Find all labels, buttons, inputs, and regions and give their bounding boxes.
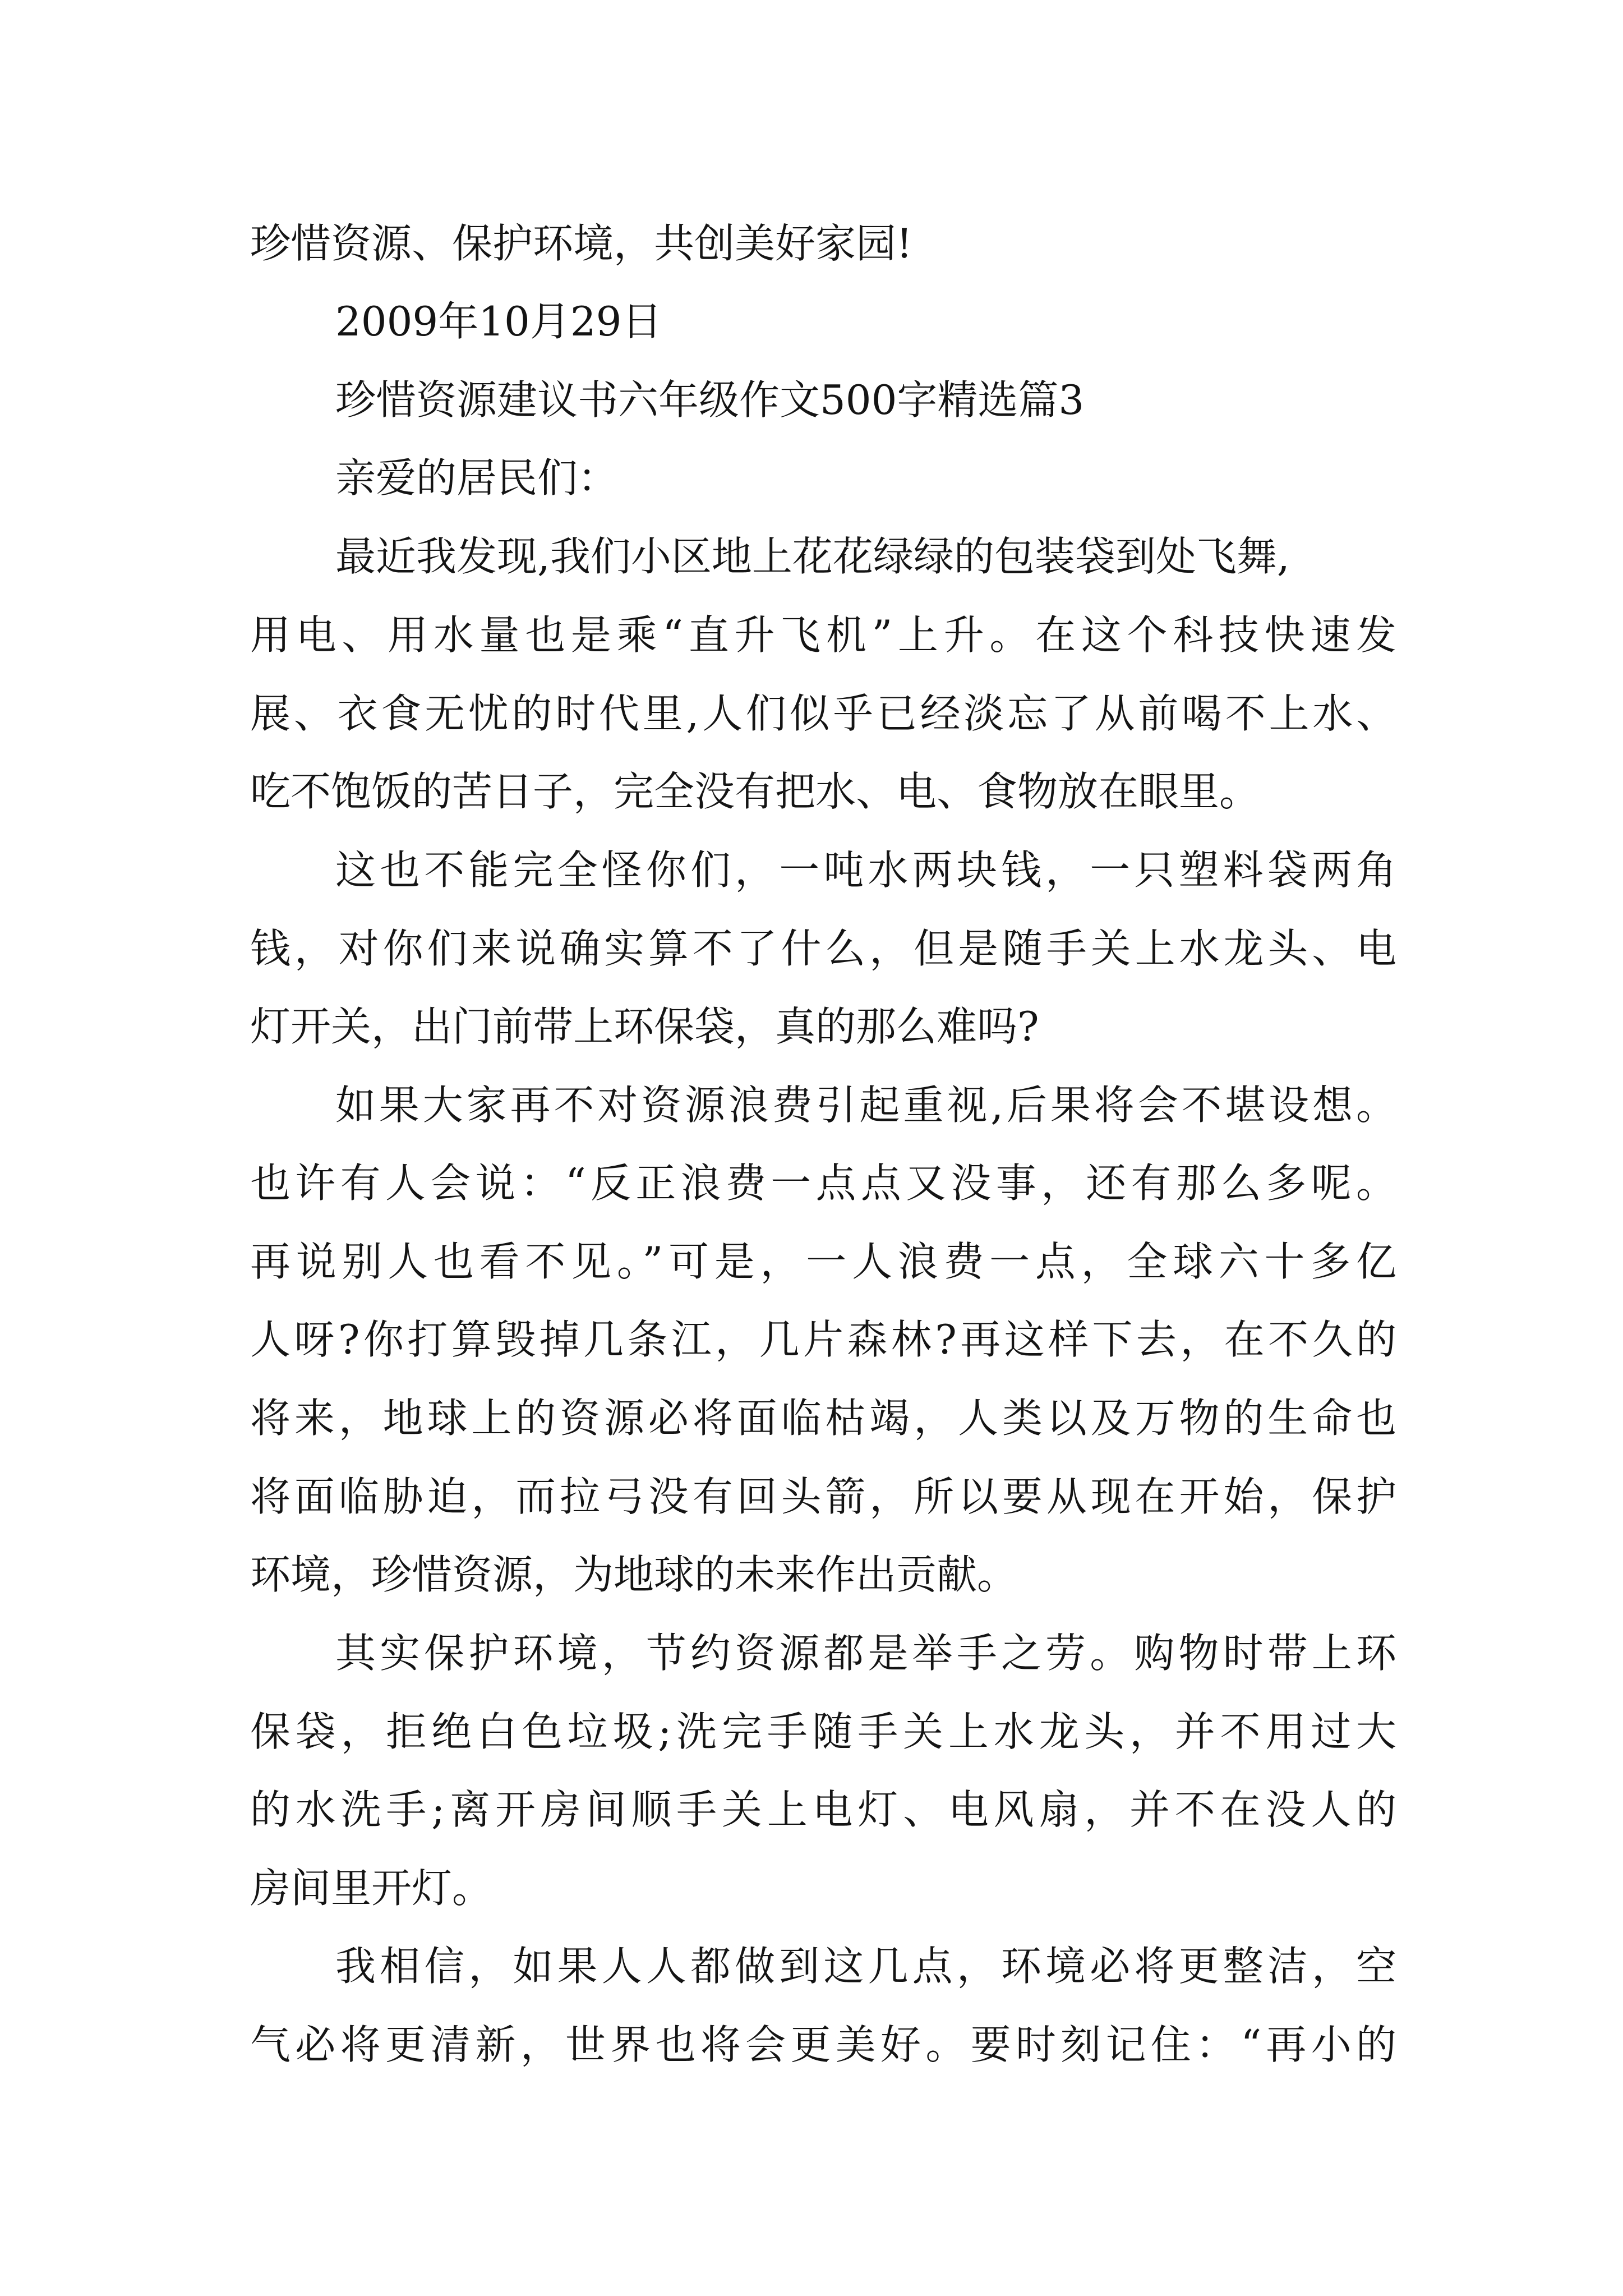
paragraph-line: 将来，地球上的资源必将面临枯竭，人类以及万物的生命也 [250,1395,1396,1442]
paragraph-line: 最近我发现,我们小区地上花花绿绿的包装袋到处飞舞, [335,533,1290,580]
section-heading: 珍惜资源建议书六年级作文500字精选篇3 [335,376,1085,424]
paragraph-line: 展、衣食无忧的时代里,人们似乎已经淡忘了从前喝不上水、 [250,690,1396,737]
paragraph-line: 的水洗手;离开房间顺手关上电灯、电风扇，并不在没人的 [250,1786,1396,1833]
paragraph-line: 如果大家再不对资源浪费引起重视,后果将会不堪设想。 [335,1082,1396,1129]
paragraph-line: 将面临胁迫，而拉弓没有回头箭，所以要从现在开始，保护 [250,1473,1396,1520]
paragraph-line: 保袋，拒绝白色垃圾;洗完手随手关上水龙头，并不用过大 [250,1708,1396,1755]
paragraph-line: 其实保护环境，节约资源都是举手之劳。购物时带上环 [335,1630,1396,1677]
paragraph-line: 灯开关，出门前带上环保袋，真的那么难吗? [250,1003,1039,1050]
paragraph-line: 再说别人也看不见。”可是，一人浪费一点，全球六十多亿 [250,1238,1396,1285]
paragraph-line: 钱，对你们来说确实算不了什么，但是随手关上水龙头、电 [250,925,1396,972]
paragraph-line: 环境，珍惜资源，为地球的未来作出贡献。 [250,1551,1018,1598]
paragraph-line: 吃不饱饭的苦日子，完全没有把水、电、食物放在眼里。 [250,768,1260,815]
paragraph-line: 我相信，如果人人都做到这几点，环境必将更整洁，空 [335,1943,1396,1990]
paragraph-line: 这也不能完全怪你们，一吨水两块钱，一只塑料袋两角 [335,846,1396,894]
paragraph-line: 也许有人会说：“反正浪费一点点又没事，还有那么多呢。 [250,1159,1396,1207]
paragraph-line: 气必将更清新，世界也将会更美好。要时刻记住：“再小的 [250,2021,1396,2068]
salutation: 亲爱的居民们： [335,454,619,501]
text-line: 珍惜资源、保护环境，共创美好家园! [250,220,912,267]
date-line: 2009年10月29日 [335,298,662,345]
paragraph-line: 房间里开灯。 [250,1865,493,1912]
paragraph-line: 人呀?你打算毁掉几条江，几片森林?再这样下去，在不久的 [250,1316,1396,1363]
paragraph-line: 用电、用水量也是乘“直升飞机”上升。在这个科技快速发 [250,611,1396,659]
